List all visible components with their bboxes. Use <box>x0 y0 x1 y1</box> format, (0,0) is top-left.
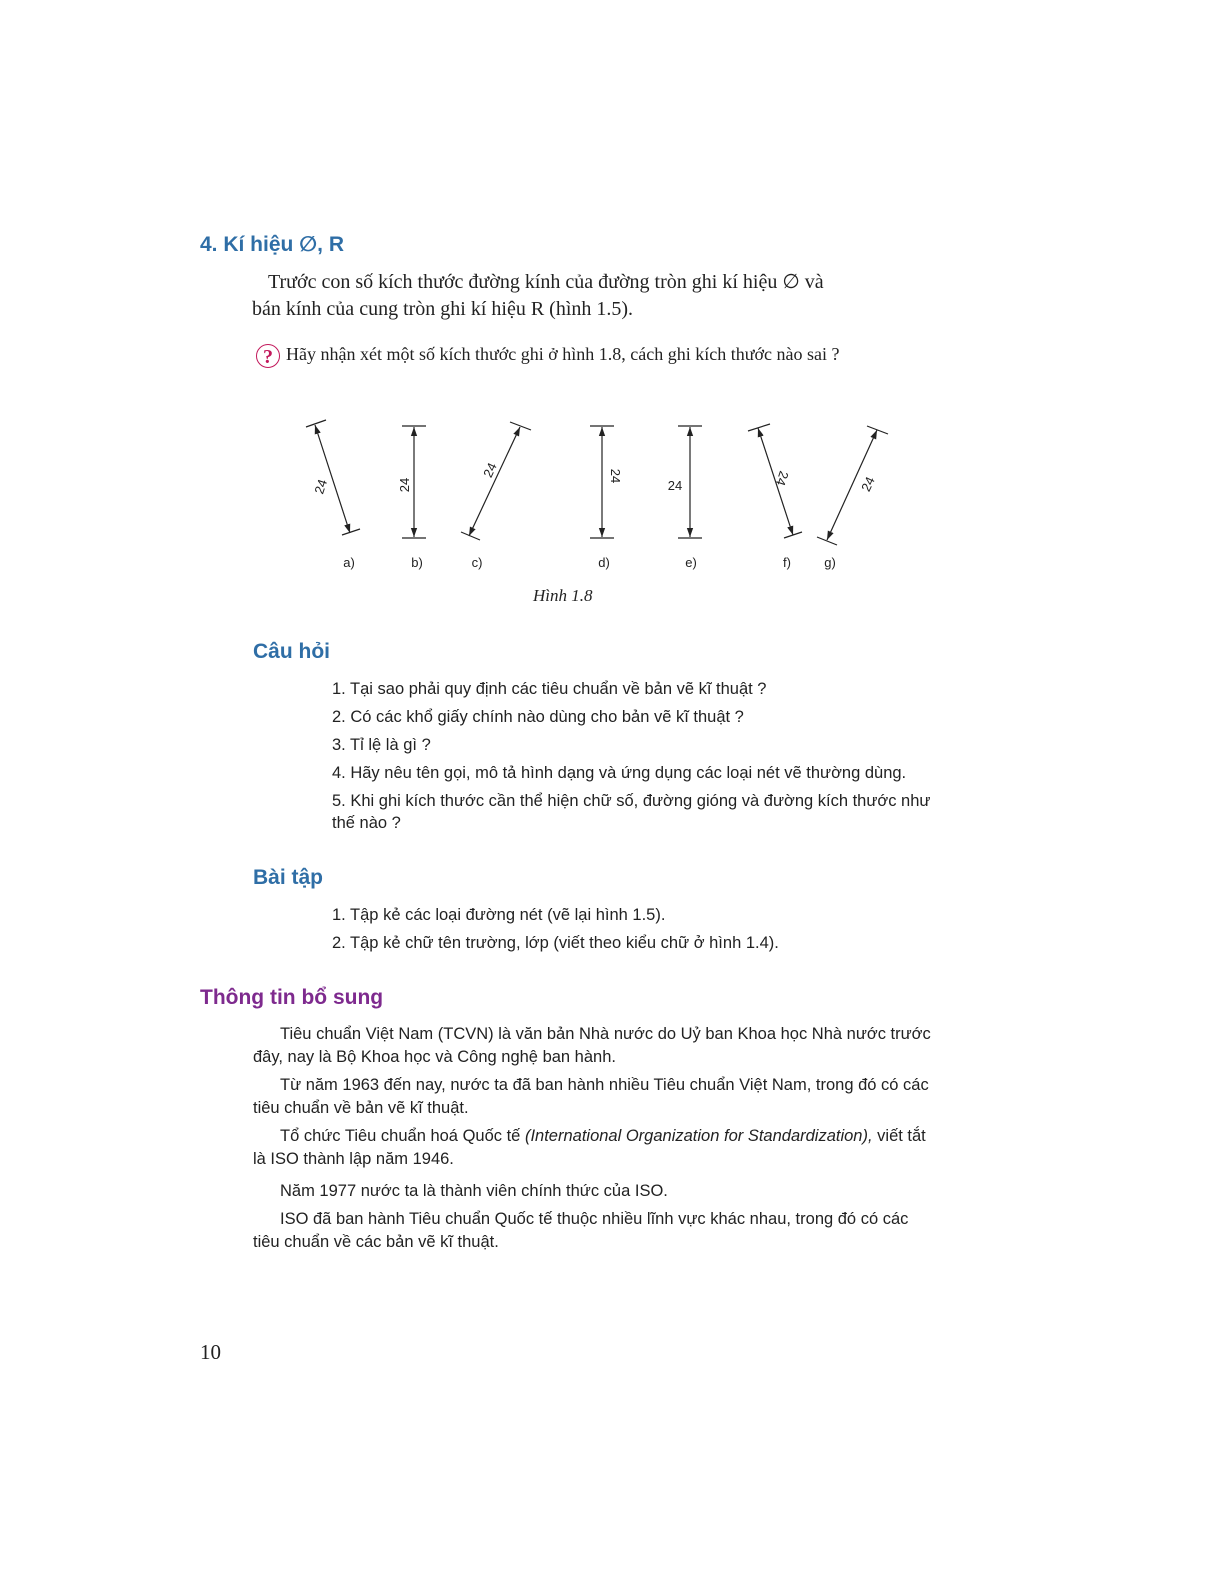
info-p3-pre: Tổ chức Tiêu chuẩn hoá Quốc tế <box>280 1127 525 1145</box>
question-mark-icon: ? <box>256 344 280 368</box>
figure-caption: Hình 1.8 <box>533 586 593 605</box>
dimension-g <box>817 426 888 545</box>
info-paragraph-3 <box>253 1125 936 1171</box>
paragraph-line-2: bán kính của cung tròn ghi kí hiệu R (hình 1.5). <box>252 298 634 320</box>
dimension-c <box>461 422 531 540</box>
section-paragraph <box>252 269 942 323</box>
info-paragraph-1: Tiêu chuẩn Việt Nam (TCVN) là văn bản Nhà nước do Uỷ ban Khoa học Nhà nước trước đây, nay là Bộ Khoa học và Công nghệ ban hành. <box>253 1025 931 1066</box>
info-p3-post: viết tắt là ISO thành lập năm 1946. <box>253 1127 926 1168</box>
info-paragraph-4: Năm 1977 nước ta là thành viên chính thức của ISO. <box>280 1182 668 1200</box>
label-b: b) <box>411 555 423 570</box>
label-c: c) <box>471 555 483 570</box>
list-item: 1. Tại sao phải quy định các tiêu chuẩn về bản vẽ kĩ thuật ? <box>332 680 767 698</box>
list-item: 2. Có các khổ giấy chính nào dùng cho bản vẽ kĩ thuật ? <box>332 708 744 726</box>
info-paragraph-2: Từ năm 1963 đến nay, nước ta đã ban hành nhiều Tiêu chuẩn Việt Nam, trong đó có các tiêu chuẩn về bản vẽ kĩ thuật. <box>253 1076 929 1117</box>
question-text: Hãy nhận xét một số kích thước ghi ở hình 1.8, cách ghi kích thước nào sai ? <box>286 344 840 365</box>
bai-tap-title: Bài tập <box>253 866 324 889</box>
figure-1-8 <box>290 410 910 580</box>
section-title: 4. Kí hiệu ∅, R <box>200 233 345 256</box>
thong-tin-body <box>253 1023 936 1259</box>
label-e: e) <box>685 555 697 570</box>
thong-tin-title: Thông tin bổ sung <box>200 986 384 1009</box>
list-item: 5. Khi ghi kích thước cần thể hiện chữ số, đường gióng và đường kích thước như thế nào ? <box>332 792 931 832</box>
info-p3-italic: (International Organization for Standardization), <box>524 1127 873 1145</box>
label-g: g) <box>824 555 836 570</box>
label-a: a) <box>343 555 355 570</box>
list-item: 4. Hãy nêu tên gọi, mô tả hình dạng và ứng dụng các loại nét vẽ thường dùng. <box>332 764 907 782</box>
label-d: d) <box>598 555 610 570</box>
paragraph-line-1: Trước con số kích thước đường kính của đường tròn ghi kí hiệu ∅ và <box>268 271 824 293</box>
page-number: 10 <box>200 1340 221 1364</box>
info-paragraph-5: ISO đã ban hành Tiêu chuẩn Quốc tế thuộc nhiều lĩnh vực khác nhau, trong đó có các tiêu chuẩn về các bản vẽ kĩ thuật. <box>253 1210 909 1251</box>
bai-tap-list <box>332 904 937 960</box>
dim-value-e: 24 <box>667 478 683 493</box>
label-f: f) <box>783 555 791 570</box>
cau-hoi-title: Câu hỏi <box>253 640 330 663</box>
cau-hoi-list <box>332 678 937 840</box>
dim-value-g: 24 <box>858 474 878 494</box>
dim-value-c: 24 <box>480 460 500 480</box>
list-item: 2. Tập kẻ chữ tên trường, lớp (viết theo kiểu chữ ở hình 1.4). <box>332 934 779 952</box>
dim-value-b: 24 <box>397 477 412 493</box>
dim-value-a: 24 <box>311 477 331 496</box>
question-row <box>256 344 839 368</box>
list-item: 3. Tỉ lệ là gì ? <box>332 736 431 754</box>
list-item: 1. Tập kẻ các loại đường nét (vẽ lại hình 1.5). <box>332 906 666 924</box>
dim-value-d: 24 <box>608 468 623 484</box>
dim-value-f: 24 <box>772 469 792 488</box>
dimension-a <box>306 420 360 535</box>
